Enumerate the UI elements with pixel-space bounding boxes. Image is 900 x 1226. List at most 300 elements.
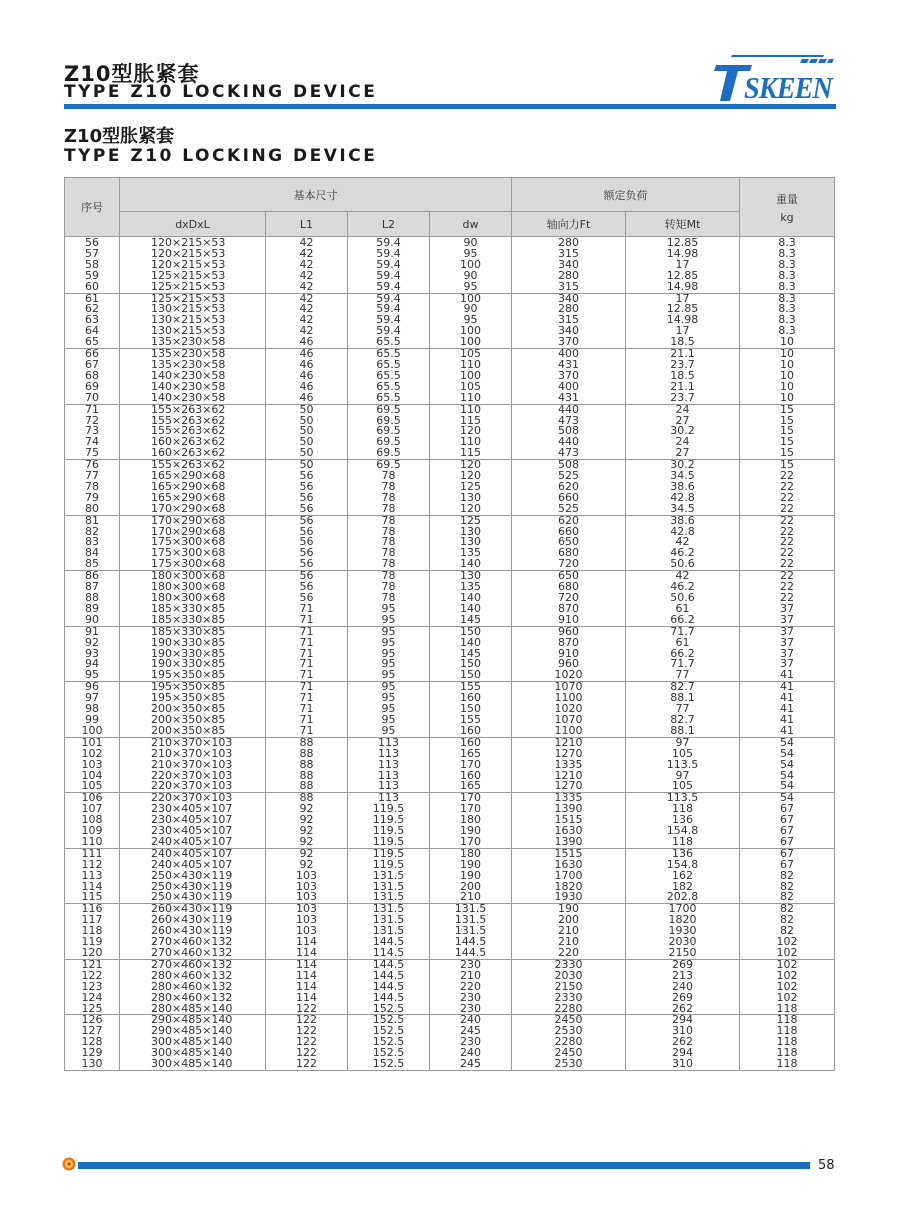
cell-dw: 150: [430, 704, 512, 715]
cell-no: 124: [65, 993, 120, 1004]
cell-dxdxl: 290×485×140: [120, 1015, 266, 1026]
cell-no: 102: [65, 749, 120, 760]
cell-no: 99: [65, 715, 120, 726]
cell-dw: 100: [430, 326, 512, 337]
cell-dw: 145: [430, 649, 512, 660]
cell-l2: 78: [348, 482, 430, 493]
cell-ft: 680: [512, 582, 626, 593]
cell-dw: 220: [430, 982, 512, 993]
cell-mt: 30.2: [626, 426, 740, 437]
cell-dw: 131.5: [430, 926, 512, 937]
cell-no: 101: [65, 737, 120, 748]
cell-ft: 1070: [512, 715, 626, 726]
cell-l2: 78: [348, 537, 430, 548]
cell-dxdxl: 240×405×107: [120, 848, 266, 859]
cell-no: 61: [65, 293, 120, 304]
cell-mt: 14.98: [626, 249, 740, 260]
cell-l2: 65.5: [348, 382, 430, 393]
cell-mt: 262: [626, 1037, 740, 1048]
cell-mt: 118: [626, 804, 740, 815]
tskeen-logo: [712, 53, 834, 103]
cell-mt: 12.85: [626, 271, 740, 282]
cell-ft: 440: [512, 404, 626, 415]
cell-mt: 77: [626, 704, 740, 715]
cell-ft: 1515: [512, 848, 626, 859]
cell-dw: 240: [430, 1015, 512, 1026]
cell-ft: 1630: [512, 860, 626, 871]
cell-l2: 119.5: [348, 815, 430, 826]
cell-l2: 119.5: [348, 837, 430, 848]
cell-l2: 113: [348, 760, 430, 771]
cell-mt: 182: [626, 882, 740, 893]
cell-l2: 131.5: [348, 892, 430, 903]
cell-l2: 114.5: [348, 948, 430, 959]
cell-dw: 170: [430, 793, 512, 804]
cell-ft: 1630: [512, 826, 626, 837]
cell-l2: 95: [348, 659, 430, 670]
cell-dw: 190: [430, 826, 512, 837]
cell-ft: 400: [512, 349, 626, 360]
cell-mt: 46.2: [626, 582, 740, 593]
cell-ft: 650: [512, 571, 626, 582]
cell-l2: 152.5: [348, 1015, 430, 1026]
cell-no: 110: [65, 837, 120, 848]
cell-l2: 78: [348, 593, 430, 604]
cell-ft: 2450: [512, 1015, 626, 1026]
cell-dw: 120: [430, 426, 512, 437]
cell-mt: 30.2: [626, 460, 740, 471]
cell-weight: 15: [740, 426, 835, 437]
cell-weight: 22: [740, 515, 835, 526]
cell-l1: 88: [266, 737, 348, 748]
cell-ft: 2280: [512, 1004, 626, 1015]
cell-dxdxl: 170×290×68: [120, 515, 266, 526]
cell-mt: 38.6: [626, 515, 740, 526]
cell-ft: 340: [512, 293, 626, 304]
cell-dxdxl: 210×370×103: [120, 737, 266, 748]
cell-no: 62: [65, 304, 120, 315]
cell-no: 127: [65, 1026, 120, 1037]
cell-weight: 54: [740, 781, 835, 792]
cell-weight: 22: [740, 582, 835, 593]
cell-mt: 1930: [626, 926, 740, 937]
cell-no: 126: [65, 1015, 120, 1026]
cell-ft: 508: [512, 460, 626, 471]
cell-ft: 1020: [512, 704, 626, 715]
cell-l1: 92: [266, 804, 348, 815]
cell-l1: 114: [266, 993, 348, 1004]
cell-weight: 118: [740, 1048, 835, 1059]
cell-dxdxl: 260×430×119: [120, 904, 266, 915]
cell-no: 121: [65, 959, 120, 970]
cell-ft: 1930: [512, 892, 626, 903]
cell-ft: 210: [512, 937, 626, 948]
cell-weight: 22: [740, 471, 835, 482]
cell-dxdxl: 175×300×68: [120, 559, 266, 570]
cell-mt: 17: [626, 260, 740, 271]
cell-dw: 140: [430, 559, 512, 570]
cell-no: 80: [65, 504, 120, 515]
cell-mt: 18.5: [626, 337, 740, 348]
cell-ft: 1515: [512, 815, 626, 826]
cell-weight: 54: [740, 737, 835, 748]
cell-l2: 78: [348, 527, 430, 538]
cell-l1: 71: [266, 682, 348, 693]
cell-no: 83: [65, 537, 120, 548]
cell-no: 92: [65, 638, 120, 649]
table-row: [65, 1059, 835, 1070]
cell-ft: 660: [512, 527, 626, 538]
cell-no: 109: [65, 826, 120, 837]
cell-l1: 56: [266, 482, 348, 493]
cell-mt: 12.85: [626, 304, 740, 315]
cell-mt: 162: [626, 871, 740, 882]
cell-dxdxl: 135×230×58: [120, 337, 266, 348]
cell-no: 87: [65, 582, 120, 593]
cell-dw: 165: [430, 749, 512, 760]
cell-weight: 82: [740, 871, 835, 882]
cell-dw: 165: [430, 781, 512, 792]
cell-mt: 42.8: [626, 493, 740, 504]
cell-l1: 103: [266, 904, 348, 915]
cell-no: 113: [65, 871, 120, 882]
cell-weight: 118: [740, 1026, 835, 1037]
cell-l1: 88: [266, 749, 348, 760]
cell-dw: 240: [430, 1048, 512, 1059]
cell-no: 114: [65, 882, 120, 893]
cell-l2: 69.5: [348, 426, 430, 437]
cell-l2: 59.4: [348, 326, 430, 337]
cell-mt: 42: [626, 571, 740, 582]
cell-no: 123: [65, 982, 120, 993]
cell-dxdxl: 220×370×103: [120, 771, 266, 782]
cell-l1: 92: [266, 837, 348, 848]
cell-no: 89: [65, 604, 120, 615]
col-header-axial-force: 轴向力Ft: [512, 212, 626, 237]
cell-no: 60: [65, 282, 120, 293]
cell-l1: 103: [266, 926, 348, 937]
cell-weight: 67: [740, 837, 835, 848]
col-header-dxdxl: dxDxL: [120, 212, 266, 237]
cell-l1: 42: [266, 249, 348, 260]
cell-ft: 2530: [512, 1026, 626, 1037]
cell-l1: 71: [266, 726, 348, 737]
cell-l1: 42: [266, 293, 348, 304]
cell-weight: 10: [740, 337, 835, 348]
cell-dw: 90: [430, 304, 512, 315]
footer-rule: [78, 1162, 810, 1169]
cell-ft: 190: [512, 904, 626, 915]
cell-ft: 870: [512, 638, 626, 649]
cell-ft: 1390: [512, 837, 626, 848]
cell-l2: 95: [348, 670, 430, 681]
cell-l1: 42: [266, 271, 348, 282]
cell-mt: 113.5: [626, 793, 740, 804]
cell-l2: 95: [348, 615, 430, 626]
cell-l1: 50: [266, 416, 348, 427]
cell-dxdxl: 175×300×68: [120, 548, 266, 559]
cell-no: 88: [65, 593, 120, 604]
cell-l2: 65.5: [348, 393, 430, 404]
cell-dxdxl: 120×215×53: [120, 260, 266, 271]
cell-weight: 54: [740, 793, 835, 804]
cell-weight: 102: [740, 937, 835, 948]
cell-weight: 22: [740, 537, 835, 548]
cell-l2: 65.5: [348, 337, 430, 348]
cell-weight: 37: [740, 626, 835, 637]
cell-ft: 1020: [512, 670, 626, 681]
cell-l1: 56: [266, 515, 348, 526]
cell-mt: 77: [626, 670, 740, 681]
cell-weight: 41: [740, 682, 835, 693]
cell-l1: 71: [266, 638, 348, 649]
cell-mt: 240: [626, 982, 740, 993]
cell-dxdxl: 160×263×62: [120, 448, 266, 459]
cell-no: 90: [65, 615, 120, 626]
cell-weight: 67: [740, 804, 835, 815]
cell-l1: 71: [266, 670, 348, 681]
cell-dw: 155: [430, 682, 512, 693]
cell-dxdxl: 120×215×53: [120, 237, 266, 249]
cell-l1: 114: [266, 982, 348, 993]
cell-dxdxl: 155×263×62: [120, 426, 266, 437]
cell-l2: 69.5: [348, 416, 430, 427]
cell-l2: 78: [348, 548, 430, 559]
cell-l2: 59.4: [348, 282, 430, 293]
cell-weight: 8.3: [740, 249, 835, 260]
cell-l1: 46: [266, 337, 348, 348]
cell-mt: 24: [626, 437, 740, 448]
cell-ft: 473: [512, 416, 626, 427]
cell-l2: 78: [348, 571, 430, 582]
cell-no: 91: [65, 626, 120, 637]
cell-l2: 65.5: [348, 349, 430, 360]
cell-mt: 262: [626, 1004, 740, 1015]
cell-dw: 160: [430, 693, 512, 704]
cell-dw: 130: [430, 527, 512, 538]
cell-weight: 41: [740, 693, 835, 704]
cell-weight: 8.3: [740, 304, 835, 315]
cell-mt: 97: [626, 737, 740, 748]
cell-l1: 46: [266, 371, 348, 382]
cell-l2: 59.4: [348, 249, 430, 260]
cell-dxdxl: 180×300×68: [120, 571, 266, 582]
cell-weight: 15: [740, 404, 835, 415]
cell-dxdxl: 230×405×107: [120, 826, 266, 837]
cell-l1: 103: [266, 915, 348, 926]
cell-dxdxl: 250×430×119: [120, 871, 266, 882]
cell-l2: 59.4: [348, 237, 430, 249]
cell-dxdxl: 200×350×85: [120, 704, 266, 715]
cell-l2: 59.4: [348, 304, 430, 315]
cell-mt: 42: [626, 537, 740, 548]
cell-no: 68: [65, 371, 120, 382]
cell-dxdxl: 140×230×58: [120, 382, 266, 393]
cell-l2: 78: [348, 582, 430, 593]
cell-dxdxl: 185×330×85: [120, 604, 266, 615]
cell-dxdxl: 125×215×53: [120, 293, 266, 304]
cell-mt: 82.7: [626, 715, 740, 726]
cell-dw: 160: [430, 737, 512, 748]
cell-dw: 100: [430, 260, 512, 271]
cell-mt: 18.5: [626, 371, 740, 382]
cell-no: 77: [65, 471, 120, 482]
cell-ft: 2530: [512, 1059, 626, 1070]
cell-no: 71: [65, 404, 120, 415]
cell-dw: 90: [430, 237, 512, 249]
cell-no: 58: [65, 260, 120, 271]
cell-no: 105: [65, 781, 120, 792]
cell-no: 100: [65, 726, 120, 737]
cell-l2: 95: [348, 726, 430, 737]
cell-weight: 22: [740, 527, 835, 538]
cell-weight: 8.3: [740, 326, 835, 337]
cell-l1: 56: [266, 504, 348, 515]
cell-dw: 125: [430, 515, 512, 526]
cell-mt: 23.7: [626, 393, 740, 404]
cell-no: 117: [65, 915, 120, 926]
cell-weight: 82: [740, 915, 835, 926]
cell-mt: 23.7: [626, 360, 740, 371]
cell-dxdxl: 120×215×53: [120, 249, 266, 260]
cell-ft: 525: [512, 471, 626, 482]
cell-mt: 82.7: [626, 682, 740, 693]
cell-l2: 95: [348, 682, 430, 693]
cell-ft: 720: [512, 559, 626, 570]
cell-dxdxl: 165×290×68: [120, 482, 266, 493]
cell-l2: 69.5: [348, 448, 430, 459]
cell-dw: 115: [430, 416, 512, 427]
cell-weight: 8.3: [740, 315, 835, 326]
cell-mt: 88.1: [626, 726, 740, 737]
cell-l1: 92: [266, 848, 348, 859]
cell-dxdxl: 155×263×62: [120, 416, 266, 427]
cell-no: 119: [65, 937, 120, 948]
weight-unit: kg: [780, 210, 794, 224]
cell-no: 112: [65, 860, 120, 871]
cell-l1: 114: [266, 948, 348, 959]
cell-weight: 10: [740, 360, 835, 371]
cell-weight: 67: [740, 848, 835, 859]
cell-weight: 102: [740, 948, 835, 959]
cell-dxdxl: 135×230×58: [120, 360, 266, 371]
cell-weight: 8.3: [740, 260, 835, 271]
cell-ft: 870: [512, 604, 626, 615]
cell-dxdxl: 130×215×53: [120, 304, 266, 315]
cell-dw: 150: [430, 670, 512, 681]
cell-dxdxl: 195×350×85: [120, 682, 266, 693]
cell-dxdxl: 230×405×107: [120, 815, 266, 826]
cell-dw: 170: [430, 804, 512, 815]
cell-l2: 119.5: [348, 826, 430, 837]
cell-l1: 71: [266, 615, 348, 626]
cell-dxdxl: 300×485×140: [120, 1048, 266, 1059]
cell-l2: 152.5: [348, 1026, 430, 1037]
cell-mt: 294: [626, 1048, 740, 1059]
cell-dxdxl: 130×215×53: [120, 326, 266, 337]
cell-l2: 131.5: [348, 871, 430, 882]
cell-no: 66: [65, 349, 120, 360]
cell-weight: 22: [740, 593, 835, 604]
cell-no: 94: [65, 659, 120, 670]
cell-no: 104: [65, 771, 120, 782]
cell-dw: 95: [430, 249, 512, 260]
cell-mt: 88.1: [626, 693, 740, 704]
cell-l2: 131.5: [348, 882, 430, 893]
weight-label: 重量: [776, 192, 798, 206]
cell-dw: 145: [430, 615, 512, 626]
cell-mt: 50.6: [626, 559, 740, 570]
cell-dw: 135: [430, 548, 512, 559]
cell-l1: 71: [266, 649, 348, 660]
cell-mt: 154.8: [626, 826, 740, 837]
cell-l1: 122: [266, 1015, 348, 1026]
cell-dw: 170: [430, 837, 512, 848]
cell-mt: 34.5: [626, 504, 740, 515]
cell-weight: 22: [740, 493, 835, 504]
cell-ft: 1100: [512, 693, 626, 704]
cell-no: 67: [65, 360, 120, 371]
table-body: [65, 237, 835, 1071]
cell-dw: 100: [430, 293, 512, 304]
cell-l1: 50: [266, 404, 348, 415]
cell-ft: 315: [512, 282, 626, 293]
cell-dxdxl: 240×405×107: [120, 837, 266, 848]
cell-l2: 95: [348, 704, 430, 715]
cell-ft: 315: [512, 315, 626, 326]
cell-l1: 56: [266, 471, 348, 482]
cell-no: 63: [65, 315, 120, 326]
cell-mt: 97: [626, 771, 740, 782]
cell-no: 76: [65, 460, 120, 471]
cell-dw: 131.5: [430, 915, 512, 926]
cell-weight: 82: [740, 926, 835, 937]
cell-weight: 10: [740, 371, 835, 382]
cell-ft: 910: [512, 615, 626, 626]
cell-l2: 95: [348, 638, 430, 649]
cell-weight: 41: [740, 704, 835, 715]
cell-weight: 22: [740, 571, 835, 582]
cell-mt: 310: [626, 1026, 740, 1037]
cell-l2: 144.5: [348, 959, 430, 970]
cell-dw: 155: [430, 715, 512, 726]
cell-ft: 280: [512, 271, 626, 282]
cell-l2: 59.4: [348, 293, 430, 304]
cell-l1: 122: [266, 1037, 348, 1048]
cell-dxdxl: 250×430×119: [120, 882, 266, 893]
cell-l1: 71: [266, 604, 348, 615]
cell-l2: 144.5: [348, 937, 430, 948]
col-header-weight: [740, 178, 835, 237]
cell-weight: 22: [740, 559, 835, 570]
cell-weight: 37: [740, 649, 835, 660]
cell-l1: 42: [266, 260, 348, 271]
cell-mt: 202.8: [626, 892, 740, 903]
cell-no: 69: [65, 382, 120, 393]
cell-weight: 82: [740, 882, 835, 893]
cell-dw: 180: [430, 848, 512, 859]
cell-l1: 88: [266, 771, 348, 782]
cell-weight: 102: [740, 993, 835, 1004]
cell-mt: 213: [626, 971, 740, 982]
cell-l1: 46: [266, 360, 348, 371]
cell-ft: 720: [512, 593, 626, 604]
cell-weight: 41: [740, 715, 835, 726]
cell-dw: 245: [430, 1026, 512, 1037]
cell-ft: 1335: [512, 760, 626, 771]
cell-no: 81: [65, 515, 120, 526]
gear-icon: [62, 1157, 76, 1171]
